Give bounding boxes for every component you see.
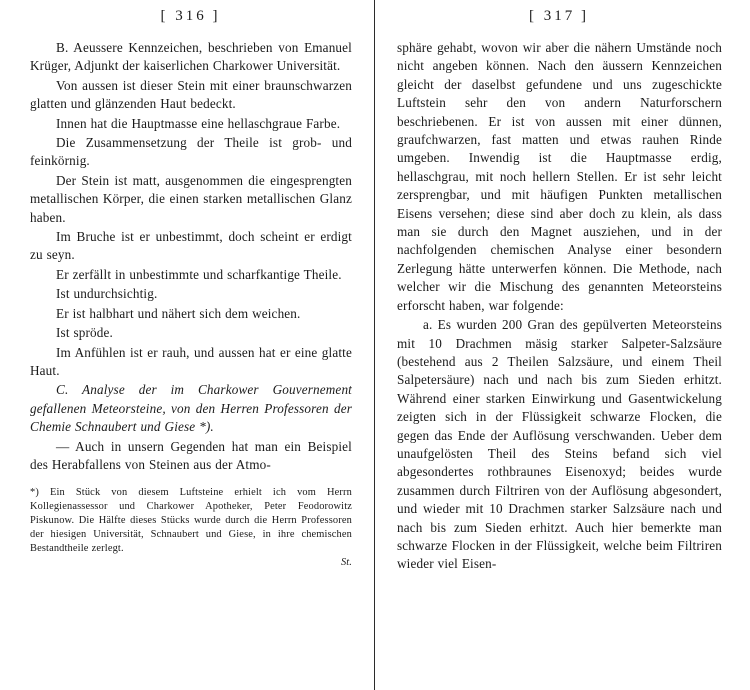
left-page-column [0,0,374,570]
folio-bracket-close: ] [212,8,222,24]
paragraph: Von aussen ist dieser Stein mit einer braunschwarzen glatten und glänzenden Haut bedeckt. [30,77,352,112]
paragraph: B. Aeussere Kennzeichen, beschrieben von Emanuel Krüger, Adjunkt der kaiserlichen Charkower Universität. [30,40,352,74]
footnote-marker: *) [30,487,39,499]
paragraph: Der Stein ist matt, ausgenommen die eingesprengten metallischen Körper, die einen starken metallischen Glanz haben. [30,172,352,225]
footnote-block [30,486,352,570]
page-number-left [30,8,352,25]
paragraph: Er zerfällt in unbestimmte und scharfkantige Theile. [56,266,342,282]
paragraph: Ist spröde. [56,325,113,341]
paragraph: Innen hat die Hauptmasse eine hellaschgraue Farbe. [56,115,341,131]
footnote-signature: St. [341,557,352,569]
right-page-column [375,0,750,575]
folio-bracket-open: [ [160,8,170,24]
paragraph: Im Bruche ist er unbestimmt, doch scheint er erdigt zu seyn. [30,229,352,263]
folio-bracket-close: ] [581,8,590,24]
paragraph: — Auch in unsern Gegenden hat man ein Beispiel des Herabfallens von Steinen aus der Atmo- [30,438,352,472]
section-heading-paragraph: C. Analyse der im Charkower Gouvernement gefallenen Meteorsteine, von den Herren Professoren der Chemie Schnaubert und Giese *). [30,382,352,435]
paragraph: Im Anfühlen ist er rauh, und aussen hat er eine glatte Haut. [30,344,352,378]
folio-bracket-open: [ [529,8,538,24]
paragraph: Ist undurchsichtig. [56,286,158,302]
footnote-text [30,486,352,555]
paragraph: Die Zusammensetzung der Theile ist grob- und feinkörnig. [30,135,352,169]
paragraph: sphäre gehabt, wovon wir aber die nähern Umstände noch nicht angeben können. Nach den äussern Kennzeichen gleicht der daselbst gefundene und uns zugeschickte Luftstein sehr den von andern Naturforschern beschriebenen. Er ist von aussen mit einer dünnen, graufchwarzen, fast matten und etwas rauhen Rinde umgeben. Inwendig ist die Hauptmasse erdig, hellaschgrau, mit noch hellern Stellen. Er ist sehr leicht zersprengbar, und mit häufigen Punkten metallischen Eisens versehen; diese sind aber doch zu klein, als dass man sie durch den Magnet ausziehen, und in der nachfolgenden chemischen Analyse einer besondern Zerlegung hätte unterwerfen können. Die Methode, nach welcher wir die Mischung des genannten Meteorsteins erforscht haben, war folgende: [397,40,722,313]
paragraph: a. Es wurden 200 Gran des gepülverten Meteorsteins mit 10 Drachmen mäsig starker Salpeter-Salzsäure (bestehend aus 2 Theilen Salzsäure, und einem Theil Salpetersäure) nach und nach bis zum Sieden erhitzt. Während einer starken Einwirkung und Gasentwickelung zeigten sich in der Flüssigkeit schwarze Flocken, die gegen das Ende der Auflösung verschwanden. Ueber dem unaufgelösten Theil des Steins befand sich viel abgesondertes rothbraunes Eisenoxyd; beides wurde zusammen durch Filtriren von der Auflösung abgesondert, und wieder mit 10 Drachmen starker Salzsäure nach und nach bis zum Sieden erhitzt. Auch hier bemerkte man schwarze Flocken in der Flüssigkeit, welche beim Filtriren wieder viel Eisen- [397,317,722,572]
footnote-body: Ein Stück von diesem Luftsteine erhielt ich vom Herrn Kollegienassessor und Charkower Apotheker, Peter Feodorowitz Piskunow. Die Hälfte dieses Stücks wurde durch die Herrn Professoren der hiesigen Universität, Schnaubert und Giese, in ihre chemischen Bestandtheile zerlegt. [30,487,352,554]
paragraph: Er ist halbhart und nähert sich dem weichen. [56,305,301,321]
folio-number: 317 [543,8,576,24]
folio-number: 316 [175,8,207,24]
page-number-right [397,8,722,25]
